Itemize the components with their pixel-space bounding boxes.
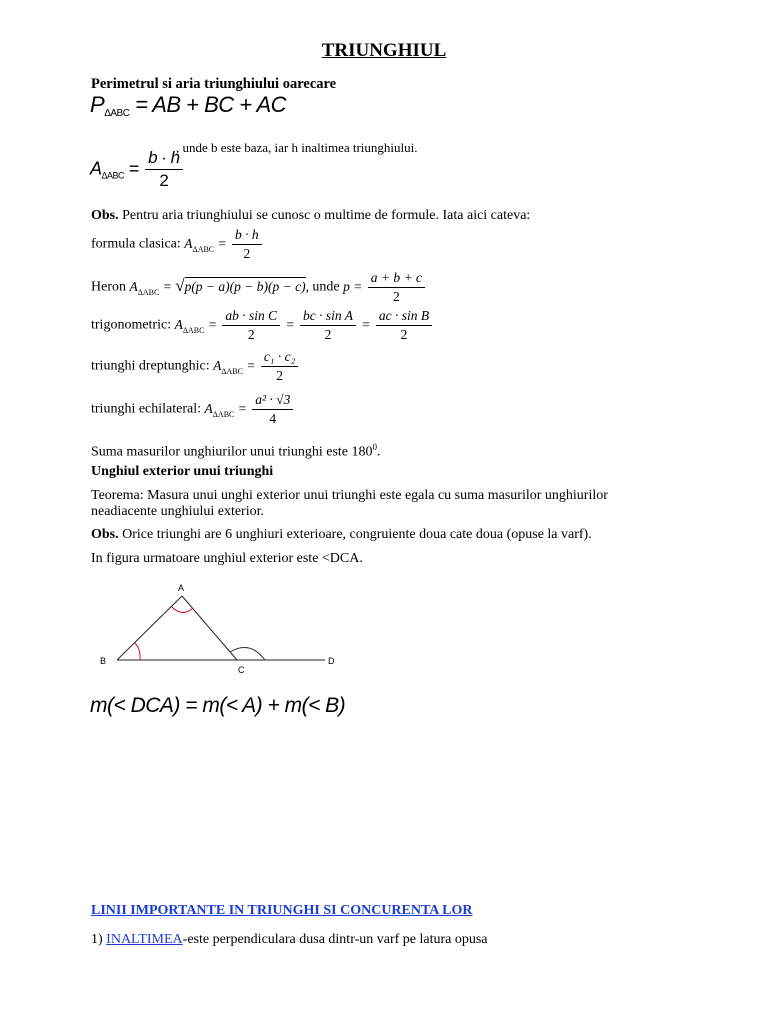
trig-label: trigonometric: [91, 317, 172, 333]
area-eq: = [128, 158, 139, 179]
item-number: 1) [91, 932, 103, 947]
formula-echilateral [91, 392, 295, 427]
angle-formula: m(< DCA) = m(< A) + m(< B) [90, 694, 346, 717]
sum-angles-main: Suma masurilor unghiurilor unui triunghi este 180 [91, 444, 373, 460]
equals-sign: = [361, 316, 371, 332]
equals-sign: = [207, 316, 217, 332]
angle-b-arc [135, 643, 140, 660]
list-item-inaltimea [91, 932, 488, 948]
drept-denominator: 2 [276, 368, 283, 383]
heron-comma: , [305, 278, 309, 294]
trig-denominator-3: 2 [400, 327, 408, 342]
area-subscript: ΔABC [182, 325, 205, 335]
area-symbol: A [129, 278, 138, 294]
side-ab [117, 596, 182, 660]
page-title: TRIUNGHIUL [321, 40, 447, 61]
perimeter-rhs: = AB + BC + AC [135, 92, 287, 117]
area-lhs: A [90, 158, 102, 179]
area-formula [90, 148, 185, 191]
obs-label-2: Obs. [91, 527, 119, 542]
formula-trigonometric [91, 308, 434, 343]
trig-denominator-2: 2 [324, 327, 332, 342]
sqrt-sign-icon: √ [175, 275, 185, 295]
echi-label: triunghi echilateral: [91, 401, 202, 417]
obs-text-2: Orice triunghi are 6 unghiuri exterioare, congruiente doua cate doua (opuse la varf). [118, 527, 592, 542]
trig-numerator-2: bc · sin A [300, 308, 356, 326]
sum-angles-text [91, 442, 381, 461]
heron-label: Heron [91, 279, 126, 295]
heron-p-denominator: 2 [392, 289, 400, 304]
trig-fraction-2 [300, 308, 356, 343]
formula-heron [91, 270, 427, 305]
echi-denominator: 4 [269, 411, 277, 426]
perimeter-formula [90, 92, 286, 119]
obs-label-1: Obs. [91, 208, 119, 223]
triangle-figure [90, 576, 350, 681]
degree-superscript: 0 [372, 442, 378, 452]
trig-numerator-3: ac · sin B [376, 308, 432, 326]
equals-sign: = [285, 316, 295, 332]
area-lhs-sub: ΔABC [101, 170, 125, 181]
formula-clasica-label: formula clasica: [91, 236, 181, 252]
area-denominator: 2 [159, 171, 169, 190]
clasica-numerator: b · h [232, 227, 262, 245]
clasica-fraction [232, 227, 262, 262]
obs-paragraph-2 [91, 527, 592, 543]
label-d: D [328, 656, 335, 666]
equals-sign: = [246, 357, 256, 373]
area-note: , unde b este baza, iar h inaltimea triunghiului. [176, 140, 418, 155]
heron-unde: unde [312, 279, 340, 295]
obs-text-1: Pentru aria triunghiului se cunosc o multime de formule. Iata aici cateva: [118, 208, 531, 223]
obs-paragraph-1 [91, 208, 530, 224]
area-symbol: A [174, 316, 183, 332]
trig-fraction-3 [376, 308, 432, 343]
equals-sign: = [162, 278, 172, 294]
area-symbol: A [184, 235, 193, 251]
sum-angles-end: . [377, 444, 381, 460]
equals-sign: = [237, 400, 247, 416]
echi-numerator: a² · √3 [252, 392, 293, 410]
heron-p-fraction [368, 270, 425, 305]
section-heading [91, 903, 472, 919]
perimeter-heading: Perimetrul si aria triunghiului oarecare [91, 76, 337, 92]
side-ac [182, 596, 237, 660]
area-symbol: A [204, 400, 213, 416]
area-subscript: ΔABC [192, 244, 215, 254]
clasica-denominator: 2 [243, 246, 251, 261]
trig-numerator-1: ab · sin C [222, 308, 280, 326]
exterior-heading: Unghiul exterior unui triunghi [91, 464, 274, 479]
label-c: C [238, 665, 245, 675]
theorem-line-2: neadiacente unghiului exterior. [91, 504, 264, 519]
area-subscript: ΔABC [137, 287, 160, 297]
figure-intro: In figura urmatoare unghiul exterior este <DCA. [91, 551, 363, 566]
formula-dreptunghic [91, 349, 300, 384]
inaltimea-link[interactable]: INALTIMEA [106, 932, 183, 947]
echi-fraction [252, 392, 293, 427]
equals-sign: = [217, 235, 227, 251]
heron-p-eq: p = [343, 278, 363, 294]
perimeter-lhs-sub: ΔABC [104, 108, 130, 119]
drept-fraction [261, 349, 299, 384]
area-symbol: A [213, 357, 222, 373]
drept-numerator: c₁ · c₂ [261, 349, 299, 367]
trig-fraction-1 [222, 308, 280, 343]
formula-clasica [91, 227, 264, 262]
perimeter-lhs: P [90, 92, 105, 117]
inaltimea-definition: -este perpendiculara dusa dintr-un varf pe latura opusa [182, 932, 488, 947]
area-subscript: ΔABC [212, 409, 235, 419]
area-numerator: b · h [145, 148, 183, 170]
heron-p-numerator: a + b + c [368, 270, 425, 288]
heron-radicand: p(p − a)(p − b)(p − c) [184, 278, 306, 294]
theorem-line-1: Teorema: Masura unui unghi exterior unui triunghi este egala cu suma masurilor unghiurilor [91, 488, 608, 503]
drept-label: triunghi dreptunghic: [91, 358, 210, 374]
area-subscript: ΔABC [221, 366, 243, 376]
section-heading-link[interactable]: LINII IMPORTANTE IN TRIUNGHI SI CONCURENTA LOR [91, 903, 473, 918]
angle-a-arc [171, 606, 193, 613]
label-a: A [178, 583, 185, 593]
trig-denominator-1: 2 [247, 327, 255, 342]
label-b: B [100, 656, 107, 666]
